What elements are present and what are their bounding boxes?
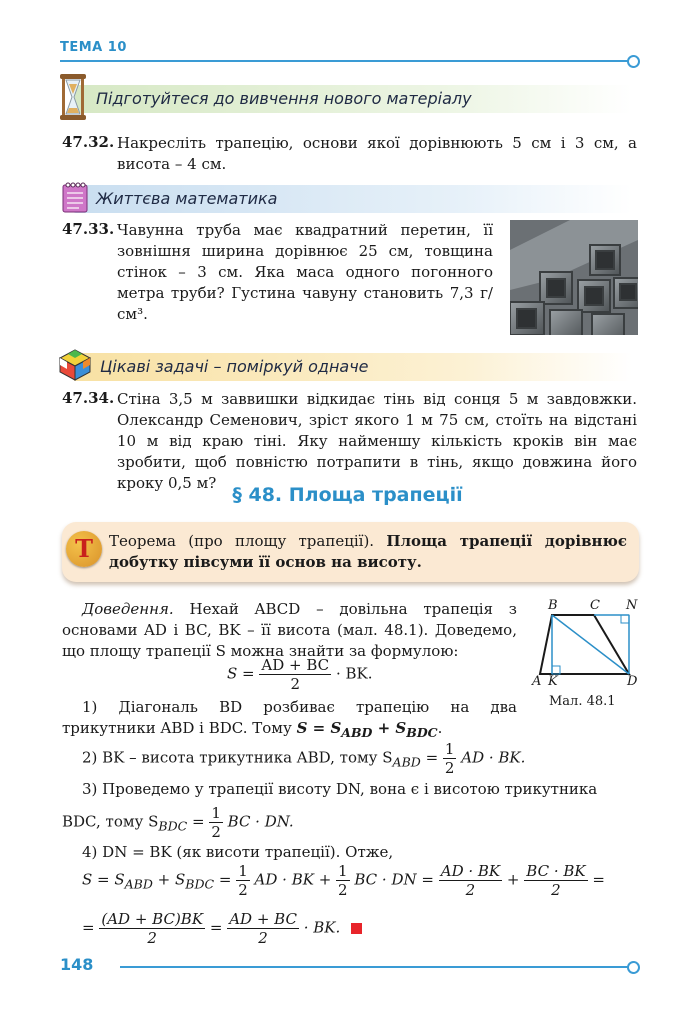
theorem-badge-letter: Т bbox=[75, 534, 93, 563]
label-D: D bbox=[627, 674, 638, 689]
proof-step-3-line2: BDC, тому $S_{BDC}$ = $\frac{1}{2}$ BC · DN. bbox=[62, 804, 294, 841]
problem-text: Чавунна труба має квадратний перетин, її зовнішня ширина дорівнює 25 см, товщина стінок – 3 см. Яка маса одного погонного метра труби? Густина чавуну становить 7,3 г/см³. bbox=[117, 221, 493, 323]
theorem-text bbox=[109, 531, 627, 573]
proof-step-2: 2) BK – висота трикутника ABD, тому $S_{ABD}$ = $\frac{1}{2}$ AD · BK. bbox=[82, 740, 526, 777]
banner-prepare-text: Підготуйтеся до вивчення нового матеріалу bbox=[96, 89, 472, 108]
header-rule bbox=[60, 60, 630, 62]
proof-intro-text: Нехай ABCD – довільна трапеція з основами AD і BC, BK – її висота (мал. 48.1). Доведемо, що площу трапеції S можна знайти за формулою: bbox=[62, 600, 517, 660]
problem-number: 47.33. bbox=[62, 220, 115, 238]
theorem-label: Теорема (про площу трапеції). bbox=[109, 532, 375, 550]
topic-label: ТЕМА 10 bbox=[60, 40, 127, 55]
label-A: A bbox=[532, 674, 542, 689]
final-equation-1: $S = S_{ABD} + S_{BDC}$ = $\frac{1}{2}$ AD · BK + $\frac{1}{2}$ BC · DN = $\frac{AD \cdot BK}{2}$ + $\frac{BC \cdot BK}{2}$ = bbox=[82, 862, 605, 899]
label-C: C bbox=[590, 598, 600, 613]
section-title: § 48. Площа трапеції bbox=[232, 484, 463, 506]
trapezoid-figure bbox=[528, 598, 648, 690]
final-equation-2: = $\frac{(AD + BC)BK}{2}$ = $\frac{AD + BC}{2}$ · BK. bbox=[82, 910, 362, 947]
proof-word: Доведення. bbox=[82, 600, 174, 618]
notepad-icon bbox=[60, 180, 90, 214]
theorem-badge bbox=[66, 531, 102, 567]
label-B: B bbox=[548, 598, 558, 613]
formula-rhs: · BK. bbox=[335, 664, 373, 683]
cube-icon bbox=[58, 348, 92, 382]
figure-caption: Мал. 48.1 bbox=[549, 694, 616, 709]
banner-life-math-text: Життєва математика bbox=[96, 189, 278, 208]
pipes-photo bbox=[510, 220, 638, 335]
label-N: N bbox=[626, 598, 638, 613]
proof-step-1: 1) Діагональ BD розбиває трапецію на два трикутники ABD і BDC. Тому $S = S_{ABD} + S_{BDC}$. bbox=[62, 698, 517, 740]
proof-step-4: 4) DN = BK (як висоти трапеції). Отже, bbox=[82, 843, 394, 861]
formula-lhs: S = bbox=[227, 664, 255, 683]
proof-intro bbox=[62, 599, 517, 662]
problem-number: 47.32. bbox=[62, 133, 115, 151]
formula-fraction: $\frac{AD + BC}{2}$ bbox=[261, 656, 330, 693]
hourglass-icon bbox=[58, 72, 88, 122]
theorem-statement: Площа трапеції дорівнює добутку півсуми її основ на висоту. bbox=[109, 532, 627, 571]
proof-step-3-line1: 3) Проведемо у трапеції висоту DN, вона є і висотою трикутника bbox=[82, 780, 598, 798]
footer-rule-end-dot bbox=[627, 961, 640, 974]
label-K: K bbox=[548, 674, 558, 689]
problem-number: 47.34. bbox=[62, 389, 115, 407]
problem-text: Стіна 3,5 м заввишки відкидає тінь від сонця 5 м завдовжки. Олександр Семенович, зріст якого 1 м 75 см, стоїть на відстані 10 м від краю тіні. Яку найменшу кількість кроків він має зробити, щоб повністю потрапити в тінь, якщо довжина його кроку 0,5 м? bbox=[117, 390, 637, 492]
qed-square-icon bbox=[351, 923, 362, 934]
footer-rule bbox=[120, 966, 630, 968]
problem-text: Накресліть трапецію, основи якої дорівнюють 5 см і 3 см, а висота – 4 см. bbox=[117, 134, 637, 173]
area-formula bbox=[227, 656, 372, 693]
page-number: 148 bbox=[60, 955, 94, 974]
header-rule-end-dot bbox=[627, 55, 640, 68]
banner-interesting-text: Цікаві задачі – поміркуй одначе bbox=[100, 357, 369, 376]
